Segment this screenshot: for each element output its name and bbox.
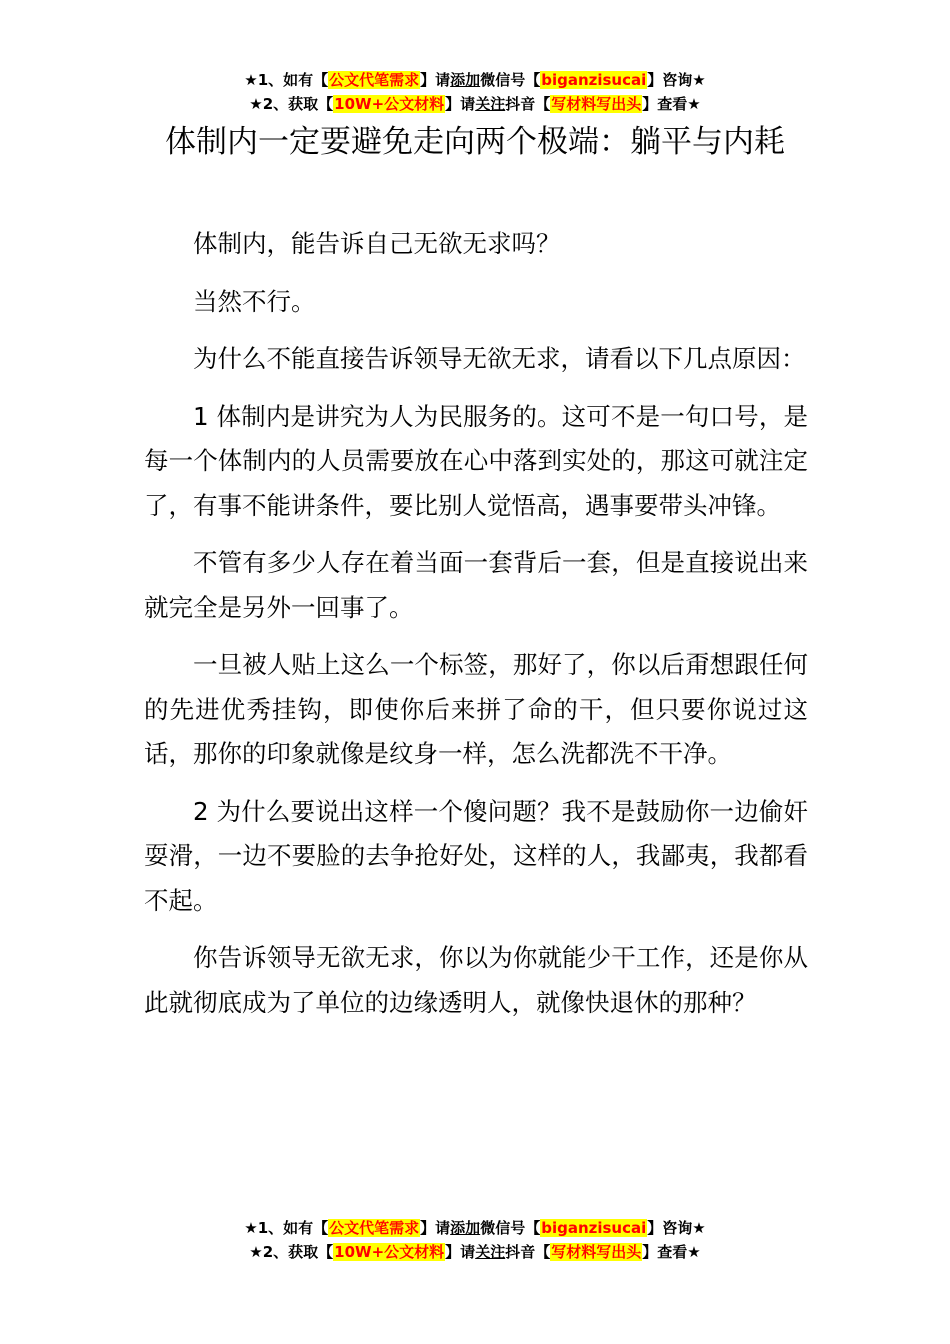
star-icon: ★ bbox=[687, 95, 701, 113]
paragraph: 不管有多少人存在着当面一套背后一套，但是直接说出来就完全是另外一回事了。 bbox=[144, 548, 808, 622]
banner-line-1: ★1、如有【公文代笔需求】请添加微信号【biganzisucai】咨询★ bbox=[244, 71, 706, 89]
star-icon: ★ bbox=[244, 1219, 258, 1237]
banner-line-1: ★1、如有【公文代笔需求】请添加微信号【biganzisucai】咨询★ bbox=[244, 1219, 706, 1237]
document-body bbox=[144, 222, 808, 1038]
paragraph: 一旦被人贴上这么一个标签，那好了，你以后甭想跟任何的先进优秀挂钩，即使你后来拼了命的干，但只要你说过这话，那你的印象就像是纹身一样，怎么洗都洗不干净。 bbox=[144, 650, 808, 768]
highlight-douyin: 写材料写出头 bbox=[551, 95, 642, 113]
paragraph: 你告诉领导无欲无求，你以为你就能少干工作，还是你从此就彻底成为了单位的边缘透明人，就像快退休的那种？ bbox=[144, 943, 808, 1017]
star-icon: ★ bbox=[687, 1243, 701, 1261]
highlight-wechat-id: biganzisucai bbox=[541, 1219, 647, 1237]
paragraph: 1 体制内是讲究为人为民服务的。这可不是一句口号，是每一个体制内的人员需要放在心中落到实处的，那这可就注定了，有事不能讲条件，要比别人觉悟高，遇事要带头冲锋。 bbox=[144, 401, 808, 520]
highlight-service: 公文代笔需求 bbox=[329, 1219, 420, 1237]
star-icon: ★ bbox=[249, 1243, 263, 1261]
paragraph: 体制内，能告诉自己无欲无求吗？ bbox=[193, 229, 561, 258]
highlight-douyin: 写材料写出头 bbox=[551, 1243, 642, 1261]
star-icon: ★ bbox=[692, 71, 706, 89]
highlight-service: 公文代笔需求 bbox=[329, 71, 420, 89]
highlight-wechat-id: biganzisucai bbox=[541, 71, 647, 89]
highlight-materials: 10W+公文材料 bbox=[334, 1243, 445, 1261]
star-icon: ★ bbox=[249, 95, 263, 113]
star-icon: ★ bbox=[692, 1219, 706, 1237]
header-banner bbox=[0, 68, 950, 116]
paragraph: 当然不行。 bbox=[193, 286, 316, 316]
banner-line-2: ★2、获取【10W+公文材料】请关注抖音【写材料写出头】查看★ bbox=[249, 1243, 701, 1261]
banner-line-2: ★2、获取【10W+公文材料】请关注抖音【写材料写出头】查看★ bbox=[249, 95, 701, 113]
star-icon: ★ bbox=[244, 71, 258, 89]
footer-banner bbox=[0, 1216, 950, 1264]
paragraph: 2 为什么要说出这样一个傻问题？我不是鼓励你一边偷奸耍滑，一边不要脸的去争抢好处，这样的人，我鄙夷，我都看不起。 bbox=[144, 796, 808, 915]
document-title: 体制内一定要避免走向两个极端：躺平与内耗 bbox=[165, 124, 785, 160]
paragraph: 为什么不能直接告诉领导无欲无求，请看以下几点原因： bbox=[193, 344, 806, 373]
highlight-materials: 10W+公文材料 bbox=[334, 95, 445, 113]
